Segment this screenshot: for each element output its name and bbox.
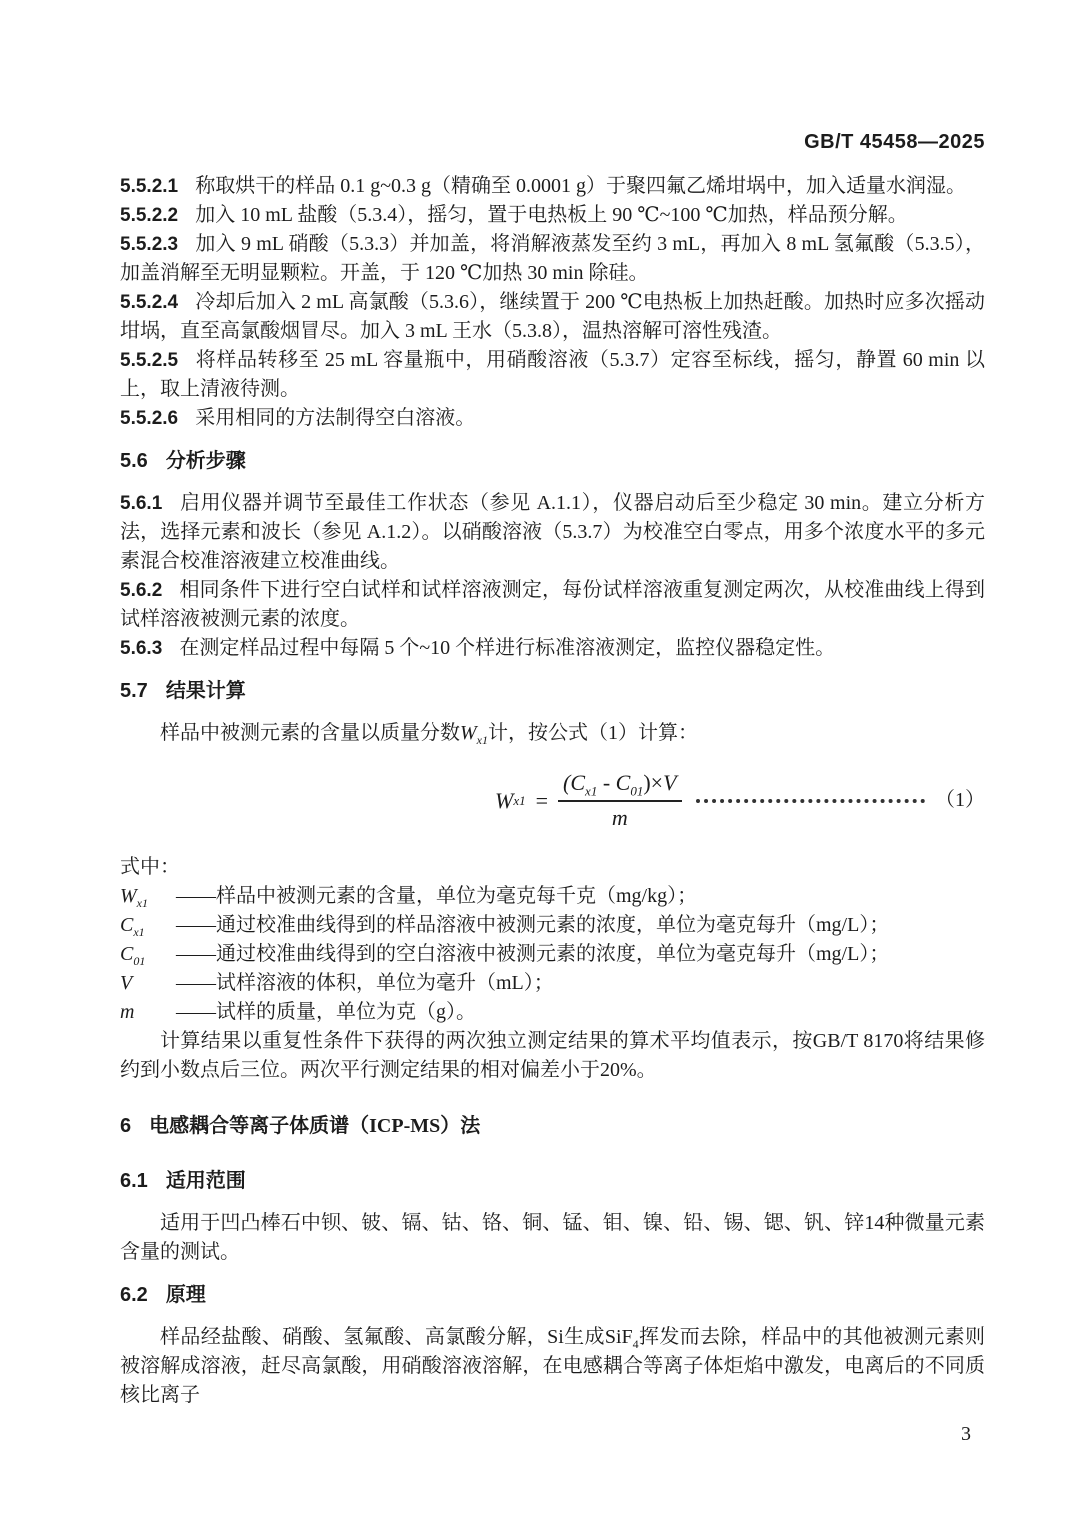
clause-5-5-2-2 (120, 201, 985, 230)
result-note: 计算结果以重复性条件下获得的两次独立测定结果的算术平均值表示，按GB/T 8170将结果修约到小数点后三位。两次平行测定结果的相对偏差小于20%。 (120, 1030, 985, 1081)
formula-leader-dots (696, 799, 925, 803)
clause-5-6-2 (120, 576, 985, 634)
clause-text: 冷却后加入 2 mL 高氯酸（5.3.6），继续置于 200 ℃电热板上加热赶酸。加热时应多次摇动坩埚，直至高氯酸烟冒尽。加入 3 mL 王水（5.3.8），温热溶解可溶性残渣。 (120, 291, 985, 342)
clause-number: 5.6.3 (120, 638, 163, 659)
symbol-base: V (120, 972, 133, 994)
definition-row-cx1 (120, 911, 985, 940)
clause-text: 称取烘干的样品 0.1 g~0.3 g（精确至 0.0001 g）于聚四氟乙烯坩埚中，加入适量水润湿。 (195, 175, 967, 197)
section-heading-5-7 (120, 677, 985, 706)
sif4-subscript: 4 (632, 1337, 639, 1351)
definition-symbol (120, 998, 176, 1027)
page-header (120, 130, 985, 154)
heading-number: 5.6 (120, 450, 148, 472)
definition-row-m (120, 998, 985, 1027)
principle-text-post: 挥发而去除，样品中的其他被测元素则被溶解成溶液，赶尽高氯酸，用硝酸溶液溶解，在电感耦合等离子体炬焰中激发，电离后的不同质核比离子 (120, 1326, 985, 1406)
section-heading-6-1 (120, 1167, 985, 1196)
where-label: 式中： (120, 856, 180, 878)
fraction (558, 770, 682, 831)
fraction-numerator (558, 770, 682, 802)
symbol-base: C (120, 943, 134, 965)
clause-5-5-2-6 (120, 404, 985, 433)
clause-5-5-2-3 (120, 230, 985, 288)
close-paren-times: )× (643, 770, 664, 795)
principle-paragraph (120, 1323, 985, 1410)
formula-number: （1） (935, 789, 985, 811)
heading-number: 5.7 (120, 680, 148, 702)
clause-5-5-2-1 (120, 172, 985, 201)
symbol-subscript: 01 (133, 954, 146, 968)
fraction-denominator (612, 802, 628, 831)
symbol-base: C (120, 914, 134, 936)
symbol-subscript: x1 (133, 925, 145, 939)
symbol-base: m (120, 1001, 135, 1023)
clause-number: 5.5.2.4 (120, 292, 179, 313)
clause-5-5-2-4 (120, 288, 985, 346)
heading-title: 电感耦合等离子体质谱（ICP-MS）法 (149, 1115, 481, 1137)
clause-number: 5.5.2.5 (120, 350, 179, 371)
definition-symbol (120, 940, 176, 969)
symbol-w: W (460, 722, 477, 744)
clause-number: 5.5.2.1 (120, 176, 179, 197)
clause-text: 在测定样品过程中每隔 5 个~10 个样进行标准溶液测定，监控仪器稳定性。 (179, 637, 836, 659)
clause-number: 5.5.2.3 (120, 234, 179, 255)
clause-text: 加入 9 mL 硝酸（5.3.3）并加盖，将消解液蒸发至约 3 mL，再加入 8 mL 氢氟酸（5.3.5），加盖消解至无明显颗粒。开盖，于 120 ℃加热 30 min 除硅。 (120, 233, 985, 284)
formula-lhs: W (495, 787, 514, 813)
clause-number: 5.6.1 (120, 493, 163, 514)
page-number: 3 (961, 1423, 971, 1445)
heading-number: 6.2 (120, 1284, 148, 1306)
intro-text-pre: 样品中被测元素的含量以质量分数 (160, 722, 460, 744)
definition-row-v (120, 969, 985, 998)
principle-text-pre: 样品经盐酸、硝酸、氢氟酸、高氯酸分解，Si生成SiF (160, 1326, 633, 1348)
definition-description: ——试样溶液的体积，单位为毫升（mL）； (176, 972, 554, 994)
symbol-c01-subscript: 01 (630, 783, 644, 799)
clause-number: 5.6.2 (120, 580, 163, 601)
definition-description: ——通过校准曲线得到的样品溶液中被测元素的浓度，单位为毫克每升（mg/L）； (176, 914, 890, 936)
scope-paragraph: 适用于凹凸棒石中钡、铍、镉、钴、铬、铜、锰、钼、镍、铅、锡、锶、钒、锌14种微量元素含量的测试。 (120, 1212, 985, 1263)
clause-text: 将样品转移至 25 mL 容量瓶中，用硝酸溶液（5.3.7）定容至标线，摇匀，静置 60 min 以上，取上清液待测。 (120, 349, 985, 400)
heading-title: 适用范围 (165, 1170, 246, 1192)
minus-sign: - (597, 770, 616, 795)
definition-symbol (120, 969, 176, 998)
chapter-heading-6 (120, 1112, 985, 1141)
heading-title: 原理 (165, 1284, 206, 1306)
symbol-w-subscript: x1 (476, 733, 488, 747)
definition-symbol (120, 882, 176, 911)
clause-text: 加入 10 mL 盐酸（5.3.4），摇匀，置于电热板上 90 ℃~100 ℃加热，样品预分解。 (195, 204, 908, 226)
formula-intro (120, 719, 985, 748)
clause-5-6-3 (120, 634, 985, 663)
clause-text: 相同条件下进行空白试样和试样溶液测定，每份试样溶液重复测定两次，从校准曲线上得到试样溶液被测元素的浓度。 (120, 579, 985, 630)
clause-text: 启用仪器并调节至最佳工作状态（参见 A.1.1），仪器启动后至少稳定 30 min。建立分析方法，选择元素和波长（参见 A.1.2）。以硝酸溶液（5.3.7）为校准空白零点，用多个浓度水平的多元素混合校准溶液建立校准曲线。 (120, 492, 985, 572)
symbol-base: W (120, 885, 137, 907)
definition-row-c01 (120, 940, 985, 969)
heading-number: 6 (120, 1115, 132, 1137)
open-paren: ( (563, 770, 571, 795)
clause-5-6-1 (120, 489, 985, 576)
heading-number: 6.1 (120, 1170, 148, 1192)
symbol-cx1: C (570, 770, 586, 795)
clause-number: 5.5.2.2 (120, 205, 179, 226)
clause-5-5-2-5 (120, 346, 985, 404)
heading-title: 分析步骤 (165, 450, 246, 472)
formula-expression: W x1 = $\frac{(C_{x1} - C_{01})\times V}{m}$ (495, 770, 682, 831)
symbol-subscript: x1 (136, 896, 148, 910)
symbol-c01: C (615, 770, 631, 795)
heading-title: 结果计算 (165, 680, 246, 702)
formula-1 (120, 770, 985, 831)
definition-description: ——通过校准曲线得到的空白溶液中被测元素的浓度，单位为毫克每升（mg/L）； (176, 943, 890, 965)
doc-number: GB/T 45458—2025 (804, 131, 985, 153)
clause-text: 采用相同的方法制得空白溶液。 (195, 407, 476, 429)
definition-description: ——样品中被测元素的含量，单位为毫克每千克（mg/kg）； (176, 885, 698, 907)
intro-text-post: 计，按公式（1）计算： (488, 722, 698, 744)
symbol-cx1-subscript: x1 (585, 783, 598, 799)
definition-row-wx1 (120, 882, 985, 911)
equals-sign: = (535, 787, 549, 813)
symbol-m: m (611, 805, 628, 830)
clause-number: 5.5.2.6 (120, 408, 179, 429)
symbol-v: V (663, 770, 677, 795)
definition-description: ——试样的质量，单位为克（g）。 (176, 1001, 476, 1023)
section-heading-5-6 (120, 447, 985, 476)
section-heading-6-2 (120, 1281, 985, 1310)
definition-symbol (120, 911, 176, 940)
